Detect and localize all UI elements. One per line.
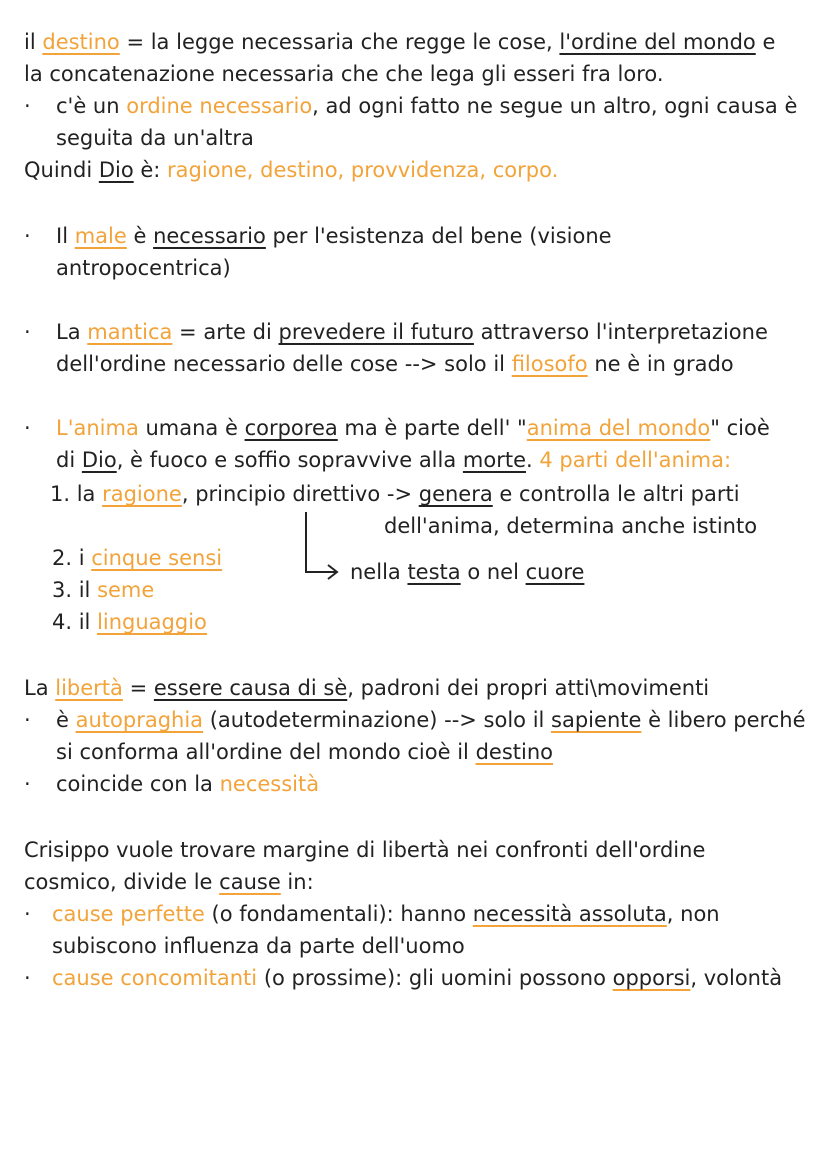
text: La [56,320,88,344]
text: e controlla le altri parti [492,482,740,506]
term-ordine: ordine necessario [126,94,313,118]
list-item-ragione-cont: dell'anima, determina anche istinto [384,514,758,538]
male-bullet-cont: antropocentrica) [56,256,231,280]
text: coincide con la [56,772,220,796]
text: = arte di [172,320,279,344]
text: ma è parte dell' " [337,416,527,440]
term-dio: Dio [98,158,134,182]
text: c'è un [56,94,127,118]
term-dio: Dio [81,448,117,472]
liberta-line [24,674,709,702]
text: . [526,448,540,472]
bullet-dot: · [24,772,31,796]
parts-heading: 4 parti dell'anima: [539,448,732,472]
underlined-phrase: morte [462,448,526,472]
text: nella [350,560,408,584]
text: si conforma all'ordine del mondo cioè il [56,740,476,764]
text: attraverso l'interpretazione [473,320,768,344]
text: è [126,224,154,248]
autopraghia-bullet [56,706,806,734]
term-testa: testa [407,560,461,584]
term-seme: seme [97,578,155,602]
autopraghia-bullet-cont [56,738,553,766]
underlined-phrase: essere causa di sè [153,676,348,700]
bullet-dot: · [24,708,31,732]
term-destino: destino [475,740,553,764]
text: è [56,708,76,732]
term-destino: destino [42,30,120,54]
underlined-phrase: corporea [244,416,338,440]
bullet-dot: · [24,320,31,344]
ordine-bullet-cont: seguita da un'altra [56,126,254,150]
crisippo-line-2 [24,868,314,896]
term-anima-del-mondo: anima del mondo [526,416,711,440]
crisippo-line: Crisippo vuole trovare margine di libertà nei confronti dell'ordine [24,838,706,862]
term-cuore: cuore [525,560,585,584]
text: , padroni dei propri atti\movimenti [347,676,710,700]
dio-attributes: ragione, destino, provvidenza, corpo. [167,158,559,182]
text: cosmico, divide le [24,870,220,894]
term-ragione: ragione [102,482,182,506]
term-liberta: libertà [55,676,123,700]
underlined-phrase: prevedere il futuro [278,320,474,344]
text: è: [133,158,168,182]
term-cause: cause [219,870,281,894]
text: 2. i [52,546,92,570]
term-cause-concomitanti: cause concomitanti [52,966,258,990]
cause-perfette-bullet [52,900,720,928]
term-cause-perfette: cause perfette [52,902,205,926]
term-male: male [74,224,127,248]
text: , è fuoco e soffio sopravvive alla [116,448,463,472]
text: Il [56,224,75,248]
bullet-dot: · [24,966,31,990]
text: Quindi [24,158,99,182]
text: di [56,448,82,472]
text: , non [666,902,720,926]
text: o nel [460,560,526,584]
term-linguaggio: linguaggio [97,610,207,634]
term-mantica: mantica [87,320,173,344]
underlined-phrase: necessità assoluta [472,902,667,926]
term-sapiente: sapiente [551,708,642,732]
arrow-label [350,558,584,586]
text: 3. il [52,578,98,602]
text: (o fondamentali): hanno [204,902,473,926]
text: La [24,676,56,700]
bullet-dot: · [24,902,31,926]
list-item-linguaggio [52,608,207,636]
list-item-seme [52,576,154,604]
text: 1. la [50,482,103,506]
term-anima: L'anima [56,416,139,440]
text: , ad ogni fatto ne segue un altro, ogni causa è [312,94,798,118]
text: ne è in grado [587,352,734,376]
text: e [755,30,776,54]
text: per l'esistenza del bene (visione [265,224,612,248]
underlined-phrase: l'ordine del mondo [559,30,756,54]
underlined-phrase: necessario [153,224,266,248]
term-autopraghia: autopraghia [75,708,204,732]
list-item-sensi [52,544,222,572]
necessita-bullet [56,770,319,798]
text: (autodeterminazione) --> solo il [203,708,552,732]
underlined-phrase: genera [418,482,493,506]
text: , principio direttivo -> [181,482,419,506]
bullet-dot: · [24,224,31,248]
bullet-dot: · [24,416,31,440]
underlined-phrase: opporsi [612,966,691,990]
cause-concomitanti-bullet [52,964,782,992]
cause-perfette-cont: subiscono influenza da parte dell'uomo [52,934,465,958]
destino-definition-line-2: la concatenazione necessaria che che lega gli esseri fra loro. [24,62,664,86]
text: il [24,30,43,54]
text: umana è [138,416,245,440]
text: = la legge necessaria che regge le cose, [119,30,560,54]
term-filosofo: filosofo [511,352,588,376]
text: dell'ordine necessario delle cose --> solo il [56,352,512,376]
text: 4. il [52,610,98,634]
text: (o prossime): gli uomini possono [257,966,613,990]
text: , volontà [690,966,783,990]
text: " cioè [710,416,770,440]
text: in: [280,870,314,894]
text: è libero perché [641,708,806,732]
term-cinque-sensi: cinque sensi [91,546,223,570]
bullet-dot: · [24,94,31,118]
text: = [122,676,154,700]
term-necessita: necessità [219,772,320,796]
